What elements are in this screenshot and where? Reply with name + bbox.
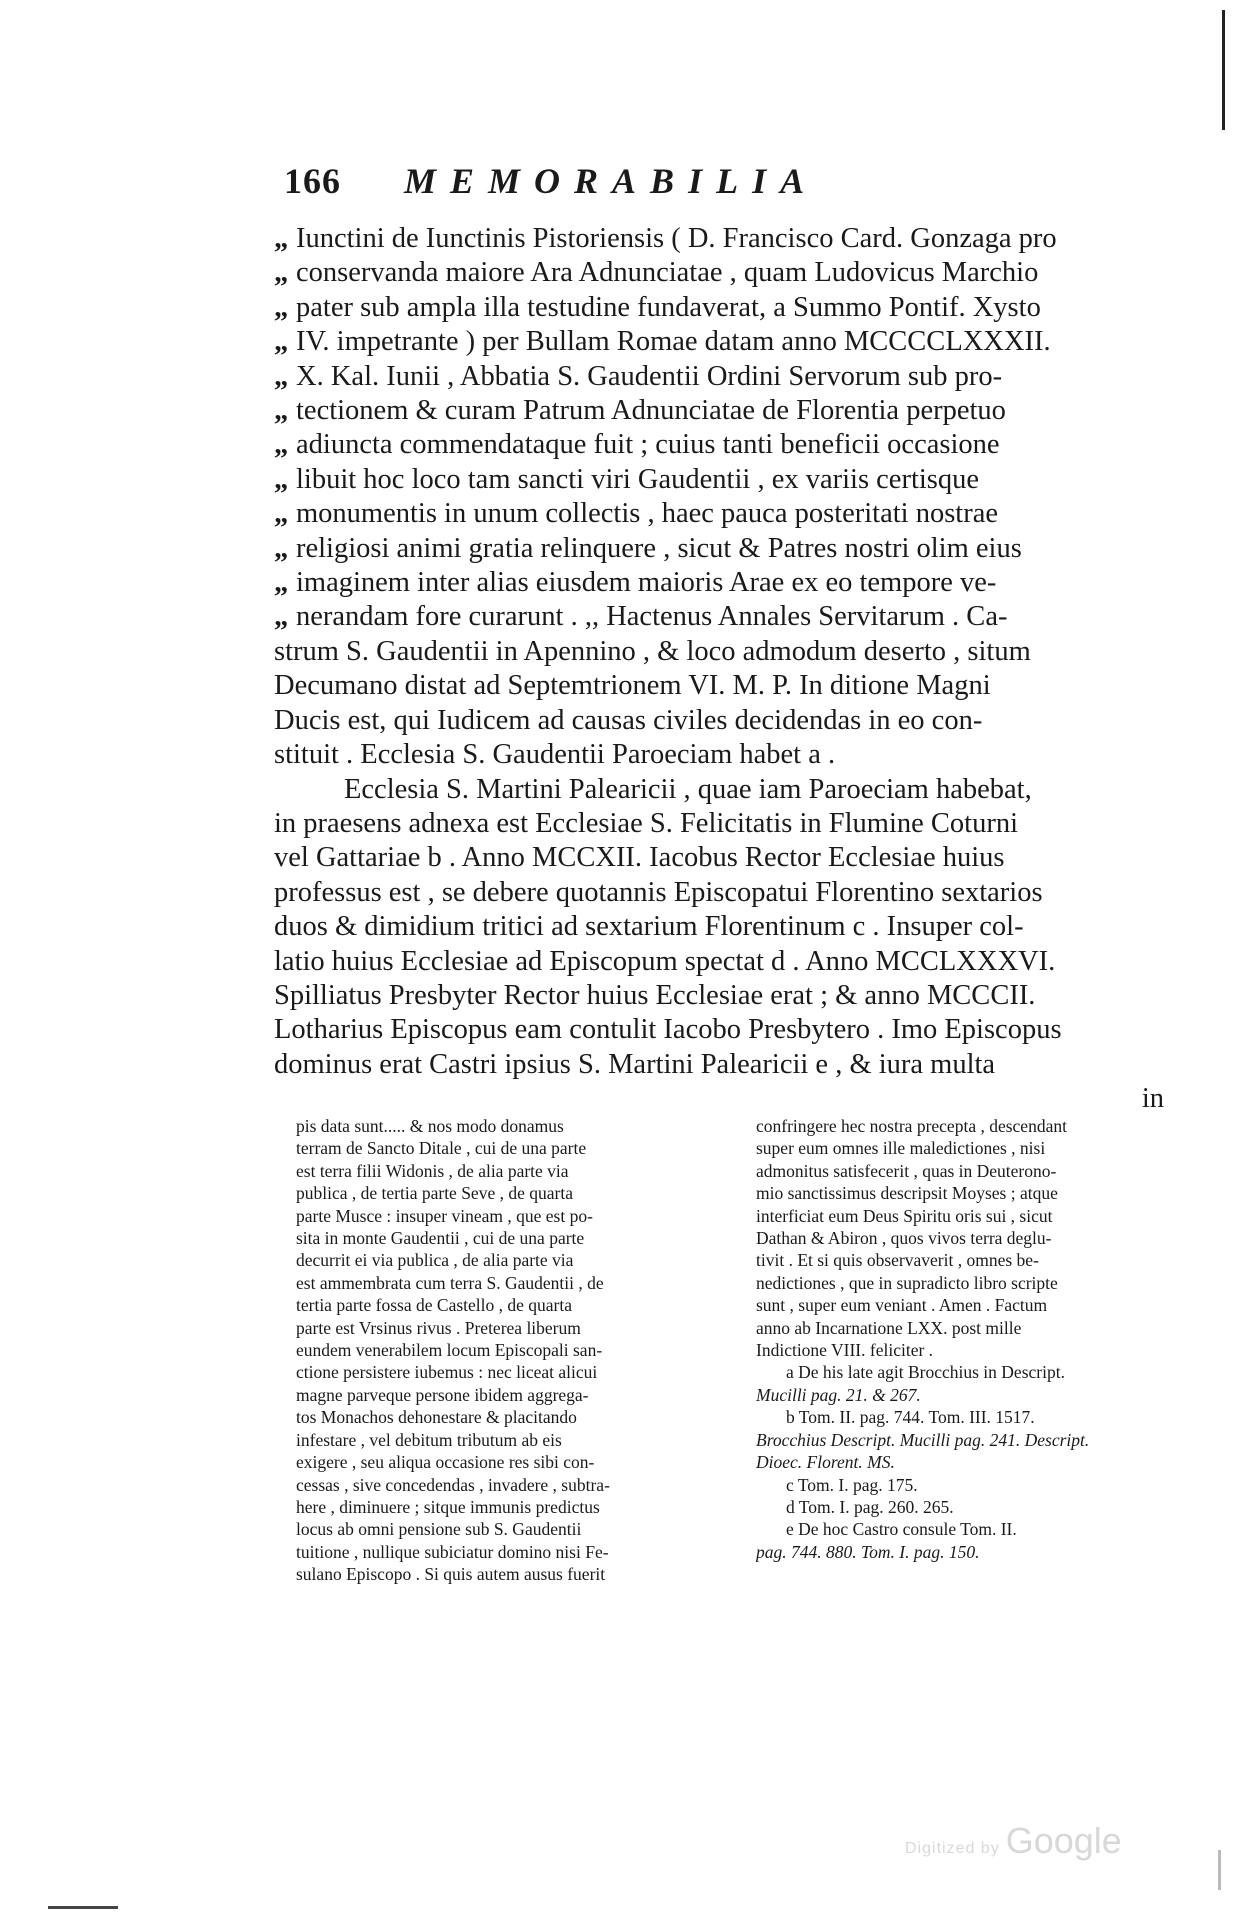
quote-mark: „ [274,360,289,392]
quoted-text-line [274,532,1184,566]
quote-mark: „ [274,567,289,599]
quoted-text-line [274,566,1184,600]
footnote-line: super eum omnes ille maledictiones , nisi [756,1138,1046,1159]
text-line: Iunctini de Iunctinis Pistoriensis ( D. Francisco Card. Gonzaga pro [296,223,1057,254]
page-header [284,160,1014,210]
text-line: X. Kal. Iunii , Abbatia S. Gaudentii Ordini Servorum sub pro- [296,360,1003,392]
footnote-line: nedictiones , que in supradicto libro scripte [756,1272,1058,1293]
running-title: MEMORABILIA [404,161,819,201]
footnote-line: ctione persistere iubemus : nec liceat alicui [296,1362,598,1383]
footnote-line: parte Musce : insuper vineam , que est po- [296,1205,593,1226]
text-line: Decumano distat ad Septemtrionem VI. M. P. In ditione Magni [274,670,991,702]
quoted-text-line [274,360,1184,394]
text-line: tectionem & curam Patrum Adnunciatae de Florentia perpetuo [296,395,1006,427]
footnote-line: here , diminuere ; sitque immunis predictus [296,1496,600,1517]
footnote-line: mio sanctissimus descripsit Moyses ; atque [756,1183,1058,1204]
quote-mark: „ [274,326,289,358]
text-line: vel Gattariae b . Anno MCCXII. Iacobus Rector Ecclesiae huius [274,842,1005,874]
quote-mark: „ [274,291,289,323]
footnote-line: Indictione VIII. feliciter . [756,1340,934,1361]
footnote-line: anno ab Incarnatione LXX. post mille [756,1317,1022,1338]
quote-mark: „ [274,223,289,254]
footnote-reference: b Tom. II. pag. 744. Tom. III. 1517. [786,1407,1035,1428]
quoted-text-line [274,222,1184,256]
text-line: professus est , se debere quotannis Episcopatui Florentino sextarios [274,876,1043,908]
text-line: latio huius Ecclesiae ad Episcopum spectat d . Anno MCCLXXXVI. [274,945,1056,977]
quote-mark: „ [274,498,289,530]
text-line: in praesens adnexa est Ecclesiae S. Felicitatis in Flumine Coturni [274,807,1018,839]
footnote-line: infestare , vel debitum tributum ab eis [296,1429,562,1450]
footnote-line: sulano Episcopo . Si quis autem ausus fuerit [296,1564,606,1585]
footnote-line: decurrit ei via publica , de alia parte via [296,1250,574,1271]
footnote-line: confringere hec nostra precepta , descendant [756,1116,1067,1136]
quote-mark: „ [274,395,289,427]
quoted-text-line [274,428,1184,462]
footnote-line: eundem venerabilem locum Episcopali san- [296,1340,603,1361]
footnote-line: cessas , sive concedendas , invadere , subtra- [296,1474,610,1495]
text-line: libuit hoc loco tam sancti viri Gaudentii , ex variis certisque [296,463,980,495]
footnotes-right-column [756,1115,1188,1563]
text-line: stituit . Ecclesia S. Gaudentii Paroeciam habet a . [274,739,836,771]
footnote-line: locus ab omni pensione sub S. Gaudentii [296,1519,582,1540]
footnote-reference: d Tom. I. pag. 260. 265. [786,1496,954,1517]
page-number: 166 [284,161,341,201]
text-line: Lotharius Episcopus eam contulit Iacobo Presbytero . Imo Episcopus [274,1014,1062,1046]
quote-mark: „ [274,532,289,564]
text-line: IV. impetrante ) per Bullam Romae datam anno MCCCCLXXXII. [296,326,1051,358]
quote-mark: „ [274,601,289,633]
footnote-reference-continuation: Dioec. Florent. MS. [756,1452,895,1473]
footnote-line: magne parveque persone ibidem aggrega- [296,1384,589,1405]
quoted-text-line [274,600,1184,634]
footnote-reference: a De his late agit Brocchius in Descript. [786,1362,1065,1383]
footnote-line: est ammembrata cum terra S. Gaudentii , de [296,1272,604,1293]
quoted-text-line [274,394,1184,428]
text-line: Ecclesia S. Martini Palearicii , quae iam Paroeciam habebat, [344,773,1032,805]
footnote-line: tertia parte fossa de Castello , de quarta [296,1295,573,1316]
quote-mark: „ [274,429,289,461]
footnote-line: tos Monachos dehonestare & placitando [296,1407,577,1428]
text-line: nerandam fore curarunt . ,, Hactenus Annales Servitarum . Ca- [296,601,1008,633]
text-line: conservanda maiore Ara Adnunciatae , quam Ludovicus Marchio [296,257,1039,289]
text-line: in [1141,1083,1164,1115]
footnote-line: pis data sunt..... & nos modo donamus [296,1116,564,1136]
quoted-text-line [274,256,1184,290]
footnote-line: est terra filii Widonis , de alia parte via [296,1160,569,1181]
digitized-watermark [905,1820,1122,1862]
text-line: pater sub ampla illa testudine fundaverat, a Summo Pontif. Xysto [296,291,1041,323]
text-line: dominus erat Castri ipsius S. Martini Palearicii e , & iura multa [274,1048,996,1080]
footnote-reference-continuation: Brocchius Descript. Mucilli pag. 241. Descript. [756,1429,1090,1450]
quote-mark: „ [274,257,289,289]
text-line: imaginem inter alias eiusdem maioris Arae ex eo tempore ve- [296,567,997,599]
footnote-line: admonitus satisfecerit , quas in Deuterono- [756,1160,1057,1181]
footnote-line: parte est Vrsinus rivus . Preterea liberum [296,1317,581,1338]
footnote-line: interficiat eum Deus Spiritu oris sui , sicut [756,1205,1053,1226]
text-line: Spilliatus Presbyter Rector huius Ecclesiae erat ; & anno MCCCII. [274,979,1036,1011]
text-line: duos & dimidium tritici ad sextarium Florentinum c . Insuper col- [274,911,1024,943]
text-line: strum S. Gaudentii in Apennino , & loco admodum deserto , situm [274,635,1031,667]
watermark-prefix: Digitized by [905,1840,1000,1857]
text-line: religiosi animi gratia relinquere , sicut & Patres nostri olim eius [296,532,1022,564]
watermark-brand: Google [1005,1820,1122,1861]
footnote-line: tivit . Et si quis observaverit , omnes be- [756,1250,1039,1271]
footnote-line: exigere , seu aliqua occasione res sibi con- [296,1452,595,1473]
footnote-reference: e De hoc Castro consule Tom. II. [786,1519,1017,1540]
main-text-block [274,222,1184,1117]
scan-edge-mark [1218,1850,1221,1890]
text-line: Ducis est, qui Iudicem ad causas civiles decidendas in eo con- [274,704,983,736]
quoted-text-line [274,463,1184,497]
page-edge-rule [1222,10,1225,130]
footnote-line: sunt , super eum veniant . Amen . Factum [756,1295,1048,1316]
footnote-reference: c Tom. I. pag. 175. [786,1474,918,1495]
quoted-text-line [274,291,1184,325]
footnote-line: tuitione , nullique subiciatur domino nisi Fe- [296,1541,609,1562]
footnote-reference-continuation: Mucilli pag. 21. & 267. [756,1384,921,1405]
text-line: monumentis in unum collectis , haec pauca posteritati nostrae [296,498,999,530]
footnote-line: terram de Sancto Ditale , cui de una parte [296,1138,587,1159]
footnote-line: publica , de tertia parte Seve , de quarta [296,1183,573,1204]
quoted-text-line [274,497,1184,531]
quote-mark: „ [274,463,289,495]
scan-mark [48,1906,118,1909]
quoted-text-line [274,325,1184,359]
footnote-line: sita in monte Gaudentii , cui de una parte [296,1228,585,1249]
footnotes-left-column [296,1115,732,1586]
footnote-line: Dathan & Abiron , quos vivos terra deglu- [756,1228,1052,1249]
footnote-reference-continuation: pag. 744. 880. Tom. I. pag. 150. [756,1541,980,1562]
text-line: adiuncta commendataque fuit ; cuius tanti beneficii occasione [296,429,1000,461]
